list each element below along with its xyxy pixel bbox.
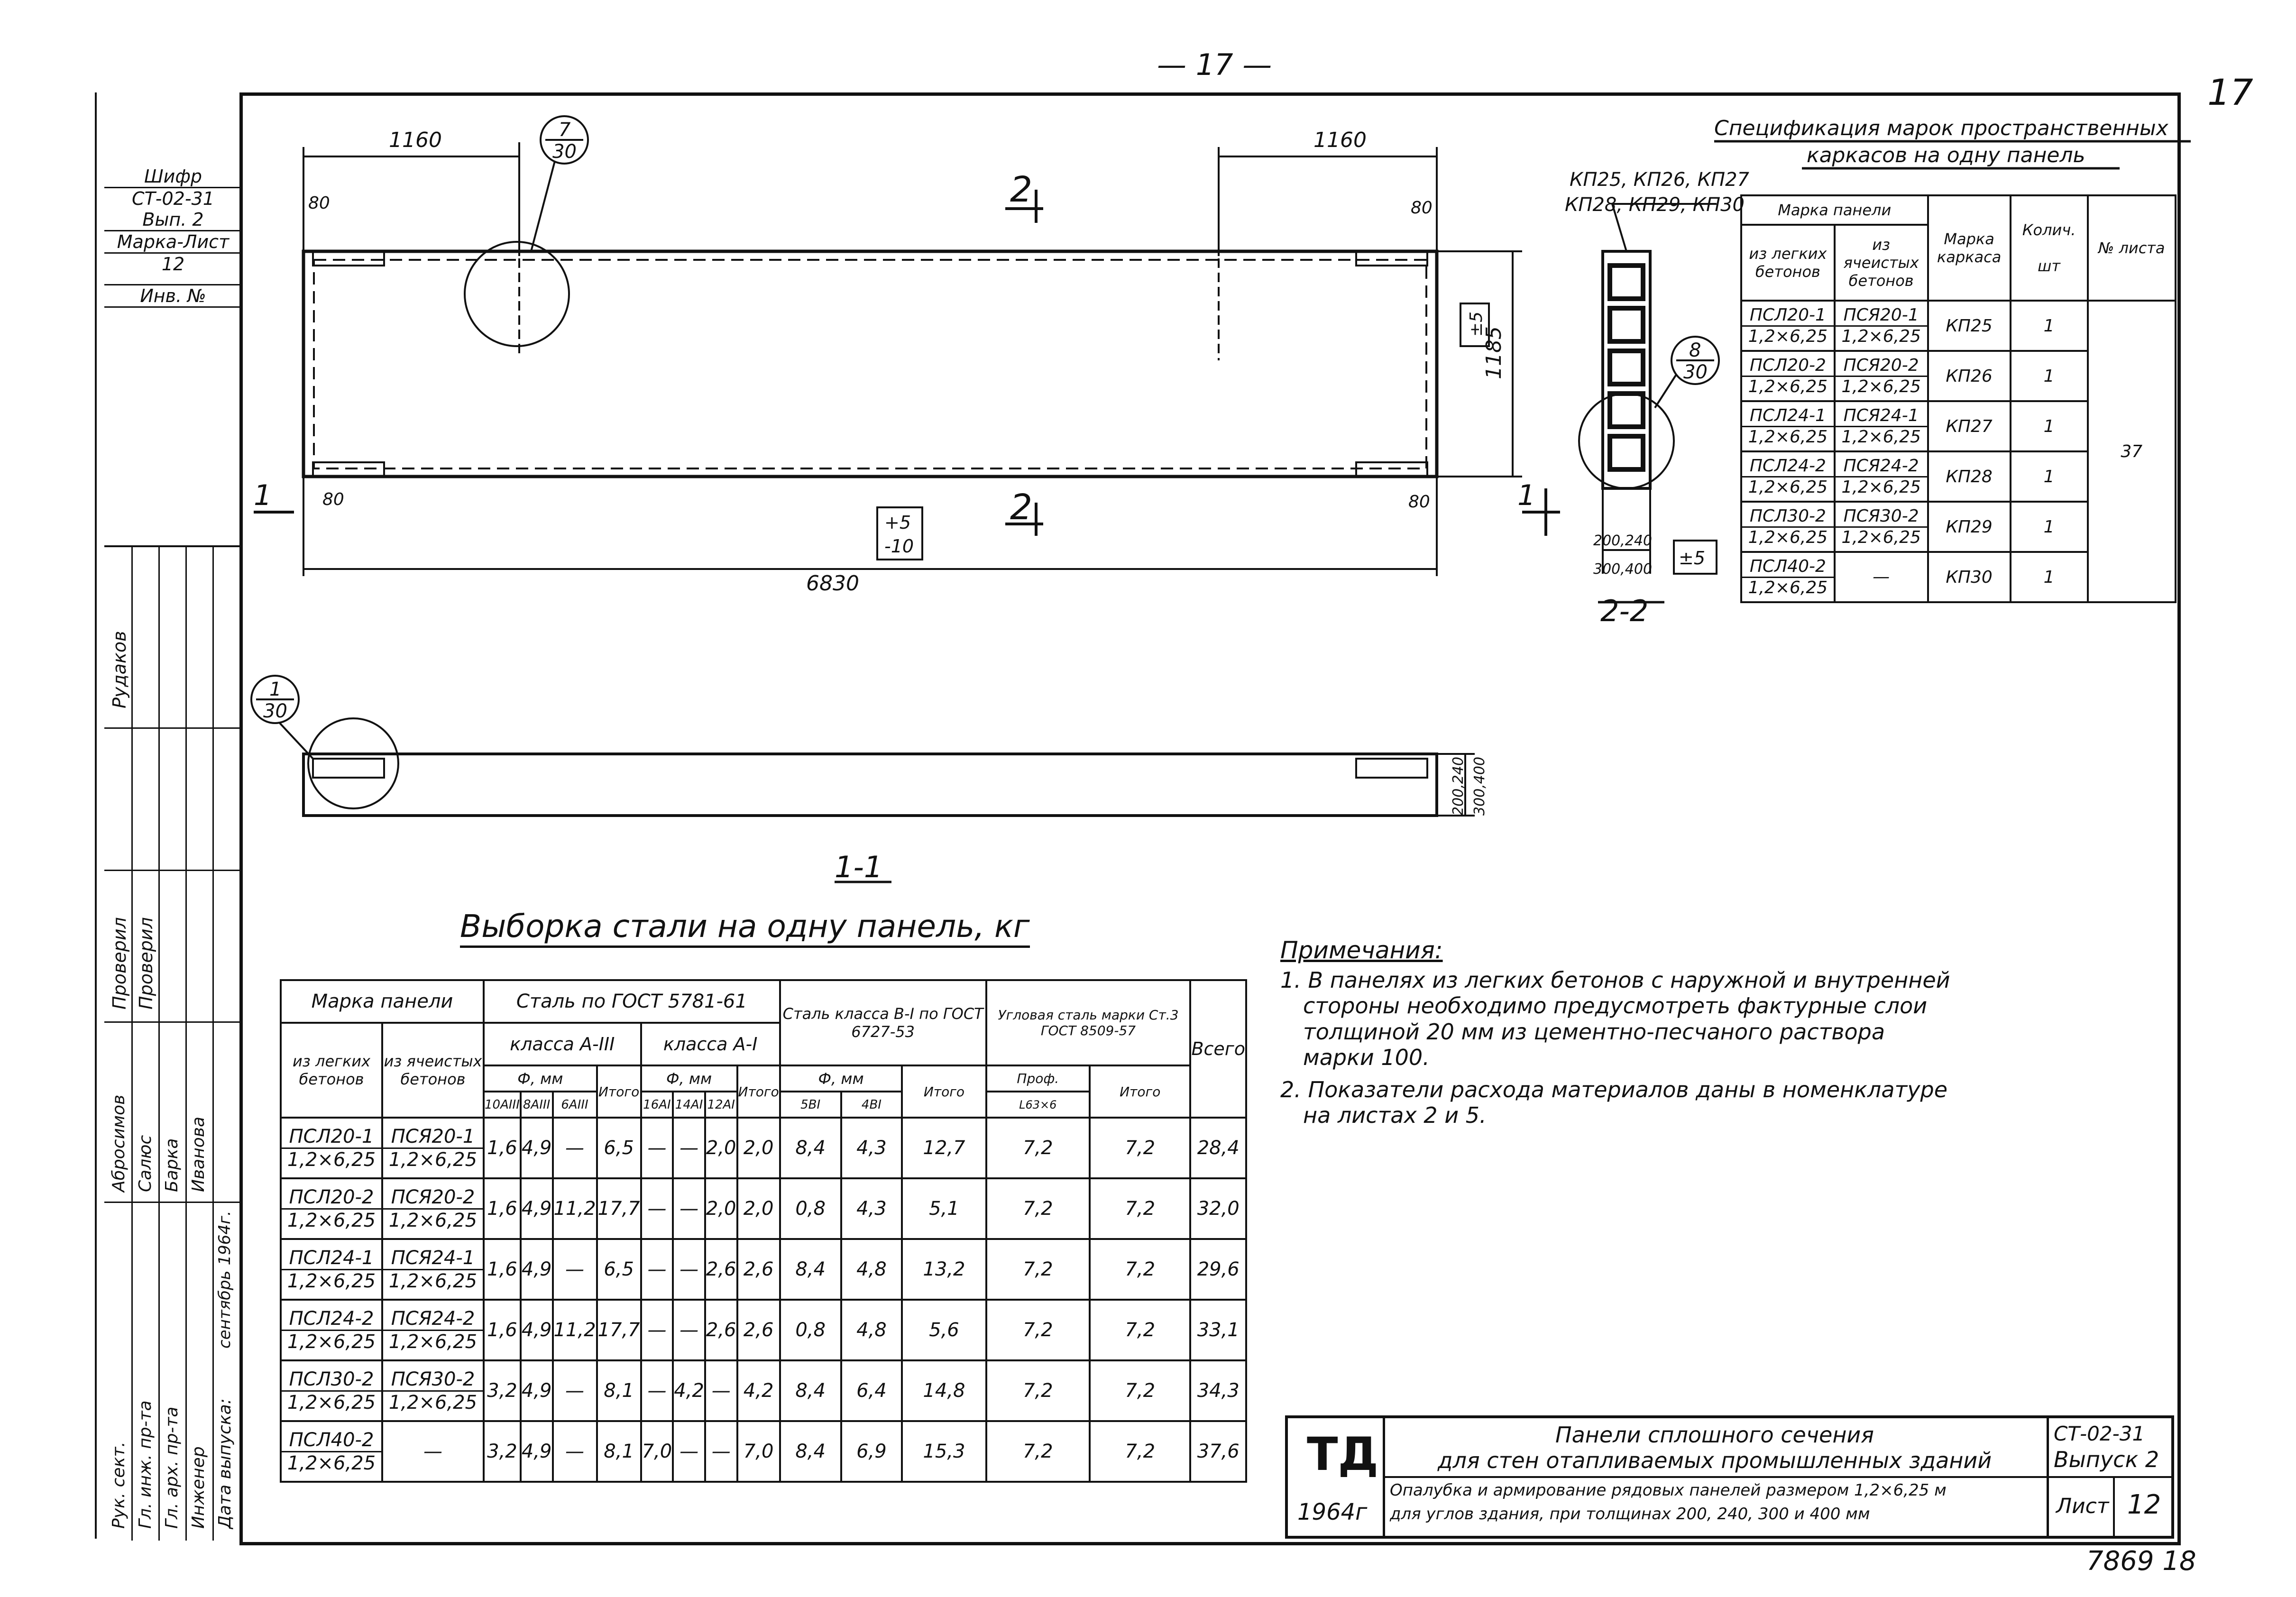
steel-value-it2: 2,6 bbox=[737, 1239, 780, 1300]
steel-value-p: 7,2 bbox=[986, 1300, 1090, 1360]
detail-circle-8 bbox=[1579, 394, 1674, 488]
bottom-number: 7869 18 bbox=[2086, 1546, 2196, 1577]
spec-light-panel-mark: ПСЛ24-1 bbox=[1742, 406, 1834, 427]
steel-value-c12: — bbox=[705, 1360, 737, 1421]
title-line2: для стен отапливаемых промышленных зданий bbox=[1437, 1448, 1992, 1473]
steel-value-c16: — bbox=[641, 1300, 673, 1360]
dim-80-b: 80 bbox=[1411, 198, 1433, 218]
steel-value-it1: 6,5 bbox=[597, 1118, 641, 1178]
check-proveril-2: Проверил bbox=[136, 917, 156, 1010]
corner-mark: 17 bbox=[2207, 71, 2253, 113]
role-data: Дата выпуска: bbox=[215, 1398, 235, 1529]
thick-2-label: 300,400 bbox=[1593, 561, 1653, 578]
steel-value-p: 7,2 bbox=[986, 1178, 1090, 1239]
steel-h-d8a3: 8АIII bbox=[521, 1092, 553, 1118]
section-2-2-label: 2-2 bbox=[1600, 594, 1649, 628]
steel-light-panel-size: 1,2×6,25 bbox=[287, 1148, 376, 1171]
spec-light-panel-mark: ПСЛ20-1 bbox=[1742, 305, 1834, 326]
steel-h-klass-a1: класса А-I bbox=[641, 1023, 780, 1065]
steel-cell-panel bbox=[382, 1239, 484, 1300]
thick-1-label: 200,240 bbox=[1593, 532, 1653, 549]
role-inzhener: Инженер bbox=[189, 1446, 208, 1529]
steel-cell-panel bbox=[382, 1118, 484, 1178]
notes bbox=[1280, 936, 2162, 1129]
note-2-line2: на листах 2 и 5. bbox=[1303, 1102, 1487, 1129]
frame-labels-line2: КП28, КП29, КП30 bbox=[1565, 194, 1745, 216]
name-ivanova: Иванова bbox=[189, 1116, 208, 1192]
marka-list-value: 12 bbox=[104, 254, 242, 285]
spec-kol: 1 bbox=[2011, 301, 2088, 351]
spec-karkas: КП28 bbox=[1928, 451, 2011, 502]
steel-value-c10: 1,6 bbox=[484, 1118, 521, 1178]
tol-5-bottom: +5 bbox=[884, 512, 911, 533]
vyp-label: Вып. 2 bbox=[104, 209, 242, 231]
steel-value-c6: — bbox=[553, 1360, 597, 1421]
steel-light-panel bbox=[281, 1300, 382, 1360]
spec-cell-panel bbox=[1835, 401, 1928, 451]
section-mark-2-top: 2 bbox=[1010, 169, 1033, 210]
spec-kol: 1 bbox=[2011, 552, 2088, 602]
steel-value-c5: 8,4 bbox=[780, 1360, 841, 1421]
spec-light-panel-size: 1,2×6,25 bbox=[1748, 477, 1828, 497]
steel-value-c16: — bbox=[641, 1178, 673, 1239]
callout-8-bot: 30 bbox=[1683, 361, 1708, 383]
callout-1-bot: 30 bbox=[263, 700, 287, 722]
steel-table-title: Выборка стали на одну панель, кг bbox=[460, 908, 1030, 948]
spec-karkas: КП26 bbox=[1928, 351, 2011, 401]
spec-cell-panel-mark: ПСЯ20-1 bbox=[1836, 305, 1927, 326]
spec-title-line2: каркасов на одну панель bbox=[1807, 143, 2085, 167]
spec-cell-panel bbox=[1835, 502, 1928, 552]
steel-light-panel-size: 1,2×6,25 bbox=[287, 1209, 376, 1231]
steel-light-panel-mark: ПСЛ20-1 bbox=[282, 1126, 381, 1149]
steel-value-c6: — bbox=[553, 1239, 597, 1300]
frame-labels-line1: КП25, КП26, КП27 bbox=[1570, 169, 1749, 191]
steel-value-c12: 2,0 bbox=[705, 1118, 737, 1178]
steel-value-c5: 8,4 bbox=[780, 1118, 841, 1178]
steel-h-vsego: Всего bbox=[1190, 980, 1246, 1118]
shifr-label: Шифр bbox=[104, 166, 242, 188]
thick-2-label-plan: 300,400 bbox=[1471, 756, 1488, 816]
steel-value-it3: 13,2 bbox=[902, 1239, 986, 1300]
role-ruk-sekt: Рук. сект. bbox=[109, 1441, 129, 1529]
spec-h-yacheistykh: из ячеистых бетонов bbox=[1835, 225, 1928, 301]
steel-cell-panel bbox=[382, 1421, 484, 1482]
tol-10-bottom: -10 bbox=[884, 536, 914, 557]
spec-light-panel-mark: ПСЛ40-2 bbox=[1742, 557, 1834, 578]
steel-h-d4b1: 4ВI bbox=[841, 1092, 902, 1118]
spec-cell-panel-mark: ПСЯ24-1 bbox=[1836, 406, 1927, 427]
spec-light-panel-mark: ПСЛ24-2 bbox=[1742, 456, 1834, 477]
spec-karkas: КП27 bbox=[1928, 401, 2011, 451]
steel-row bbox=[281, 1118, 1246, 1178]
steel-value-c5: 0,8 bbox=[780, 1300, 841, 1360]
steel-value-c4: 4,3 bbox=[841, 1178, 902, 1239]
spec-cell-panel bbox=[1835, 552, 1928, 602]
title-list-value: 12 bbox=[2127, 1489, 2161, 1520]
role-gl-arkh: Гл. арх. пр-та bbox=[162, 1406, 182, 1529]
dim-6830: 6830 bbox=[806, 571, 859, 596]
check-proveril-1: Проверил bbox=[109, 917, 130, 1010]
spec-cell-panel-mark: — bbox=[1873, 567, 1890, 587]
steel-light-panel-mark: ПСЛ30-2 bbox=[282, 1368, 381, 1392]
title-sub1: Опалубка и армирование рядовых панелей размером 1,2×6,25 м bbox=[1390, 1481, 1947, 1500]
steel-row bbox=[281, 1239, 1246, 1300]
dim-80-d: 80 bbox=[1408, 492, 1430, 512]
steel-light-panel-mark: ПСЛ24-2 bbox=[282, 1308, 381, 1331]
thick-1-label-plan: 200,240 bbox=[1450, 756, 1467, 816]
steel-value-c8: 4,9 bbox=[521, 1300, 553, 1360]
steel-value-p: 7,2 bbox=[986, 1421, 1090, 1482]
spec-cell-panel bbox=[1835, 301, 1928, 351]
marka-list-label: Марка-Лист bbox=[104, 231, 242, 254]
name-abrosimov: Абросимов bbox=[109, 1094, 129, 1192]
spec-light-panel bbox=[1741, 502, 1835, 552]
steel-value-it3: 12,7 bbox=[902, 1118, 986, 1178]
steel-value-it2: 2,0 bbox=[737, 1118, 780, 1178]
steel-value-it4: 7,2 bbox=[1090, 1239, 1190, 1300]
note-2-line1: 2. Показатели расхода материалов даны в номенклатуре bbox=[1280, 1077, 1948, 1103]
spec-h-legkikh: из легких бетонов bbox=[1741, 225, 1835, 301]
note-1-line3: толщиной 20 мм из цементно-песчаного раствора bbox=[1303, 1019, 1885, 1045]
steel-h-stal-b1: Сталь класса В-I по ГОСТ 6727-53 bbox=[780, 980, 986, 1065]
steel-cell-panel-size: 1,2×6,25 bbox=[388, 1209, 478, 1231]
steel-cell-panel-mark: ПСЯ20-1 bbox=[383, 1126, 483, 1149]
dim-1185: 1185 bbox=[1482, 326, 1506, 379]
steel-value-c6: 11,2 bbox=[553, 1300, 597, 1360]
title-list-label: Лист bbox=[2056, 1494, 2109, 1518]
steel-h-marka: Марка панели bbox=[281, 980, 484, 1023]
note-1-line4: марки 100. bbox=[1303, 1044, 1430, 1070]
spec-light-panel bbox=[1741, 552, 1835, 602]
steel-value-c10: 1,6 bbox=[484, 1178, 521, 1239]
callout-1-top: 1 bbox=[269, 679, 282, 700]
steel-value-total: 37,6 bbox=[1190, 1421, 1246, 1482]
spec-cell-panel-size: 1,2×6,25 bbox=[1841, 326, 1921, 346]
steel-light-panel-size: 1,2×6,25 bbox=[287, 1270, 376, 1292]
steel-h-stal-gost: Сталь по ГОСТ 5781-61 bbox=[484, 980, 780, 1023]
steel-value-c12: 2,6 bbox=[705, 1239, 737, 1300]
page-number: — 17 — bbox=[1157, 47, 1272, 82]
spec-light-panel bbox=[1741, 351, 1835, 401]
spec-cell-panel-size: 1,2×6,25 bbox=[1841, 527, 1921, 547]
steel-value-it4: 7,2 bbox=[1090, 1118, 1190, 1178]
steel-value-c14: — bbox=[673, 1118, 705, 1178]
spec-light-panel-size: 1,2×6,25 bbox=[1748, 326, 1828, 346]
steel-value-c16: 7,0 bbox=[641, 1421, 673, 1482]
spec-karkas: КП25 bbox=[1928, 301, 2011, 351]
steel-value-c5: 0,8 bbox=[780, 1178, 841, 1239]
steel-value-it3: 14,8 bbox=[902, 1360, 986, 1421]
steel-value-c10: 1,6 bbox=[484, 1239, 521, 1300]
steel-h-d10a3: 10АIII bbox=[484, 1092, 521, 1118]
steel-cell-panel bbox=[382, 1360, 484, 1421]
spec-cell-panel-mark: ПСЯ24-2 bbox=[1836, 456, 1927, 477]
steel-light-panel bbox=[281, 1239, 382, 1300]
steel-value-it1: 8,1 bbox=[597, 1360, 641, 1421]
spec-cell-panel-mark: ПСЯ30-2 bbox=[1836, 506, 1927, 527]
steel-value-c8: 4,9 bbox=[521, 1178, 553, 1239]
steel-light-panel-size: 1,2×6,25 bbox=[287, 1452, 376, 1474]
steel-value-total: 28,4 bbox=[1190, 1118, 1246, 1178]
steel-value-c4: 4,3 bbox=[841, 1118, 902, 1178]
name-barka: Барка bbox=[162, 1138, 182, 1192]
spec-light-panel-size: 1,2×6,25 bbox=[1748, 527, 1828, 547]
steel-h-prof-val: L63×6 bbox=[986, 1092, 1090, 1118]
spec-h-kol: Колич. шт bbox=[2011, 195, 2088, 301]
steel-cell-panel-mark: ПСЯ24-2 bbox=[383, 1308, 483, 1331]
steel-value-it1: 17,7 bbox=[597, 1300, 641, 1360]
steel-cell-panel-mark: — bbox=[423, 1441, 442, 1462]
steel-value-it2: 4,2 bbox=[737, 1360, 780, 1421]
steel-h-phi-b1: Ф, мм bbox=[780, 1065, 902, 1092]
steel-value-c5: 8,4 bbox=[780, 1239, 841, 1300]
inv-label: Инв. № bbox=[104, 285, 242, 308]
steel-h-d6a3: 6АIII bbox=[553, 1092, 597, 1118]
steel-h-itogo-a1: Итого bbox=[737, 1065, 780, 1118]
steel-cell-panel-mark: ПСЯ20-2 bbox=[383, 1186, 483, 1210]
spec-cell-panel bbox=[1835, 451, 1928, 502]
steel-value-c12: 2,6 bbox=[705, 1300, 737, 1360]
steel-value-c10: 3,2 bbox=[484, 1360, 521, 1421]
steel-h-d16a1: 16АI bbox=[641, 1092, 673, 1118]
steel-value-c12: — bbox=[705, 1421, 737, 1482]
spec-kol: 1 bbox=[2011, 401, 2088, 451]
spec-light-panel bbox=[1741, 451, 1835, 502]
steel-value-c8: 4,9 bbox=[521, 1360, 553, 1421]
steel-value-c16: — bbox=[641, 1118, 673, 1178]
steel-row bbox=[281, 1360, 1246, 1421]
panel-outline bbox=[303, 251, 1437, 477]
spec-list-number: 37 bbox=[2088, 301, 2176, 602]
spec-cell-panel bbox=[1835, 351, 1928, 401]
callout-8-top: 8 bbox=[1689, 340, 1701, 361]
steel-value-it3: 15,3 bbox=[902, 1421, 986, 1482]
steel-value-it4: 7,2 bbox=[1090, 1421, 1190, 1482]
steel-value-c10: 1,6 bbox=[484, 1300, 521, 1360]
steel-value-c6: — bbox=[553, 1421, 597, 1482]
steel-h-klass-a3: класса А-III bbox=[484, 1023, 641, 1065]
steel-value-c14: — bbox=[673, 1300, 705, 1360]
section-mark-1-right: 1 bbox=[1517, 479, 1536, 512]
steel-value-total: 32,0 bbox=[1190, 1178, 1246, 1239]
steel-value-c12: 2,0 bbox=[705, 1178, 737, 1239]
check-rudakov: Рудаков bbox=[109, 631, 130, 708]
steel-light-panel bbox=[281, 1421, 382, 1482]
steel-value-it4: 7,2 bbox=[1090, 1300, 1190, 1360]
steel-value-it2: 2,6 bbox=[737, 1300, 780, 1360]
name-salyus: Салюс bbox=[136, 1135, 155, 1192]
steel-cell-panel bbox=[382, 1178, 484, 1239]
steel-cell-panel-size: 1,2×6,25 bbox=[388, 1148, 478, 1171]
spec-h-marka-paneli: Марка панели bbox=[1741, 195, 1928, 225]
steel-value-c6: 11,2 bbox=[553, 1178, 597, 1239]
steel-value-c4: 4,8 bbox=[841, 1239, 902, 1300]
steel-light-panel bbox=[281, 1360, 382, 1421]
steel-value-it4: 7,2 bbox=[1090, 1178, 1190, 1239]
spec-light-panel-size: 1,2×6,25 bbox=[1748, 427, 1828, 447]
title-logo: ТД bbox=[1307, 1428, 1378, 1481]
spec-light-panel-mark: ПСЛ30-2 bbox=[1742, 506, 1834, 527]
title-sub2: для углов здания, при толщинах 200, 240, 300 и 400 мм bbox=[1390, 1505, 1870, 1524]
steel-value-c8: 4,9 bbox=[521, 1421, 553, 1482]
steel-value-c8: 4,9 bbox=[521, 1118, 553, 1178]
spec-kol: 1 bbox=[2011, 351, 2088, 401]
steel-cell-panel-size: 1,2×6,25 bbox=[388, 1391, 478, 1413]
role-gl-inzh: Гл. инж. пр-та bbox=[136, 1400, 155, 1529]
steel-row bbox=[281, 1178, 1246, 1239]
steel-row bbox=[281, 1300, 1246, 1360]
title-line1: Панели сплошного сечения bbox=[1555, 1422, 1874, 1448]
spec-light-panel-mark: ПСЛ20-2 bbox=[1742, 356, 1834, 376]
steel-value-it2: 2,0 bbox=[737, 1178, 780, 1239]
notes-title: Примечания: bbox=[1280, 936, 1443, 964]
note-1-line2: стороны необходимо предусмотреть фактурные слои bbox=[1303, 993, 1928, 1019]
dim-1160-left: 1160 bbox=[389, 128, 442, 152]
steel-value-total: 29,6 bbox=[1190, 1239, 1246, 1300]
steel-value-it1: 6,5 bbox=[597, 1239, 641, 1300]
steel-cell-panel-mark: ПСЯ24-1 bbox=[383, 1247, 483, 1270]
dim-80-a: 80 bbox=[308, 193, 330, 213]
steel-light-panel-mark: ПСЛ20-2 bbox=[282, 1186, 381, 1210]
steel-value-c5: 8,4 bbox=[780, 1421, 841, 1482]
name-data-value: сентябрь 1964г. bbox=[215, 1211, 234, 1349]
steel-h-prof: Проф. bbox=[986, 1065, 1090, 1092]
steel-value-c6: — bbox=[553, 1118, 597, 1178]
tol-5-section: ±5 bbox=[1679, 548, 1706, 569]
steel-value-c16: — bbox=[641, 1360, 673, 1421]
steel-light-panel-size: 1,2×6,25 bbox=[287, 1391, 376, 1413]
steel-light-panel-mark: ПСЛ24-1 bbox=[282, 1247, 381, 1270]
title-vypusk: Выпуск 2 bbox=[2054, 1447, 2159, 1472]
steel-value-c10: 3,2 bbox=[484, 1421, 521, 1482]
steel-h-itogo-b1: Итого bbox=[902, 1065, 986, 1118]
steel-value-it1: 17,7 bbox=[597, 1178, 641, 1239]
steel-value-total: 34,3 bbox=[1190, 1360, 1246, 1421]
spec-cell-panel-size: 1,2×6,25 bbox=[1841, 427, 1921, 447]
steel-h-d5b1: 5ВI bbox=[780, 1092, 841, 1118]
steel-value-c16: — bbox=[641, 1239, 673, 1300]
spec-light-panel bbox=[1741, 401, 1835, 451]
steel-value-p: 7,2 bbox=[986, 1239, 1090, 1300]
steel-light-panel-size: 1,2×6,25 bbox=[287, 1331, 376, 1353]
spec-karkas: КП30 bbox=[1928, 552, 2011, 602]
steel-value-total: 33,1 bbox=[1190, 1300, 1246, 1360]
dim-1160-right: 1160 bbox=[1313, 128, 1367, 152]
detail-circle-7 bbox=[465, 242, 569, 346]
steel-light-panel bbox=[281, 1118, 382, 1178]
steel-value-p: 7,2 bbox=[986, 1118, 1090, 1178]
steel-value-p: 7,2 bbox=[986, 1360, 1090, 1421]
steel-h-phi-a1: Ф, мм bbox=[641, 1065, 737, 1092]
steel-h-d12a1: 12АI bbox=[705, 1092, 737, 1118]
section-1-1 bbox=[303, 754, 1437, 816]
steel-value-c14: — bbox=[673, 1239, 705, 1300]
spec-cell-panel-size: 1,2×6,25 bbox=[1841, 477, 1921, 497]
section-mark-1-left: 1 bbox=[254, 479, 272, 512]
steel-h-legkikh: из легких бетонов bbox=[281, 1023, 382, 1118]
spec-h-marka-karkasa: Марка каркаса bbox=[1928, 195, 2011, 301]
callout-7-bot: 30 bbox=[552, 141, 577, 163]
steel-h-d14a1: 14АI bbox=[673, 1092, 705, 1118]
spec-light-panel bbox=[1741, 301, 1835, 351]
title-block bbox=[1285, 1415, 2174, 1539]
steel-value-it4: 7,2 bbox=[1090, 1360, 1190, 1421]
shifr-value: СТ-02-31 bbox=[132, 188, 214, 209]
steel-h-itogo-a3: Итого bbox=[597, 1065, 641, 1118]
steel-value-c14: 4,2 bbox=[673, 1360, 705, 1421]
title-year: 1964г bbox=[1297, 1499, 1368, 1525]
steel-h-ugl: Угловая сталь марки Ст.3 ГОСТ 8509-57 bbox=[986, 980, 1191, 1065]
steel-value-it2: 7,0 bbox=[737, 1421, 780, 1482]
tol-5-right: ±5 bbox=[1467, 311, 1486, 337]
title-code: СТ-02-31 bbox=[2054, 1422, 2145, 1445]
dim-80-c: 80 bbox=[322, 490, 344, 509]
spec-h-n-lista: № листа bbox=[2088, 195, 2176, 301]
note-1-line1: 1. В панелях из легких бетонов с наружной и внутренней bbox=[1280, 967, 1950, 993]
steel-value-c14: — bbox=[673, 1178, 705, 1239]
steel-h-yacheistykh: из ячеистых бетонов bbox=[382, 1023, 484, 1118]
steel-light-panel bbox=[281, 1178, 382, 1239]
steel-value-c4: 4,8 bbox=[841, 1300, 902, 1360]
steel-light-panel-mark: ПСЛ40-2 bbox=[282, 1429, 381, 1452]
steel-cell-panel bbox=[382, 1300, 484, 1360]
spec-karkas: КП29 bbox=[1928, 502, 2011, 552]
steel-h-phi-a3: Ф, мм bbox=[484, 1065, 597, 1092]
section-mark-2-bottom: 2 bbox=[1010, 487, 1033, 528]
spec-cell-panel-mark: ПСЯ20-2 bbox=[1836, 356, 1927, 376]
steel-cell-panel-size: 1,2×6,25 bbox=[388, 1270, 478, 1292]
spec-cell-panel-size: 1,2×6,25 bbox=[1841, 376, 1921, 396]
steel-value-c8: 4,9 bbox=[521, 1239, 553, 1300]
steel-value-it1: 8,1 bbox=[597, 1421, 641, 1482]
steel-value-c4: 6,9 bbox=[841, 1421, 902, 1482]
steel-cell-panel-mark: ПСЯ30-2 bbox=[383, 1368, 483, 1392]
steel-value-it3: 5,1 bbox=[902, 1178, 986, 1239]
callout-7-top: 7 bbox=[559, 119, 571, 141]
spec-kol: 1 bbox=[2011, 451, 2088, 502]
spec-light-panel-size: 1,2×6,25 bbox=[1748, 376, 1828, 396]
spec-row bbox=[1741, 301, 2176, 351]
steel-row bbox=[281, 1421, 1246, 1482]
spec-light-panel-size: 1,2×6,25 bbox=[1748, 578, 1828, 597]
spec-kol: 1 bbox=[2011, 502, 2088, 552]
steel-cell-panel-size: 1,2×6,25 bbox=[388, 1331, 478, 1353]
steel-value-c4: 6,4 bbox=[841, 1360, 902, 1421]
steel-table bbox=[280, 979, 1247, 1483]
spec-table bbox=[1740, 194, 2177, 603]
section-1-1-label: 1-1 bbox=[835, 850, 883, 884]
steel-value-c14: — bbox=[673, 1421, 705, 1482]
spec-title-line1: Спецификация марок пространственных bbox=[1714, 116, 2168, 140]
steel-value-it3: 5,6 bbox=[902, 1300, 986, 1360]
steel-h-itogo-ugl: Итого bbox=[1090, 1065, 1190, 1118]
